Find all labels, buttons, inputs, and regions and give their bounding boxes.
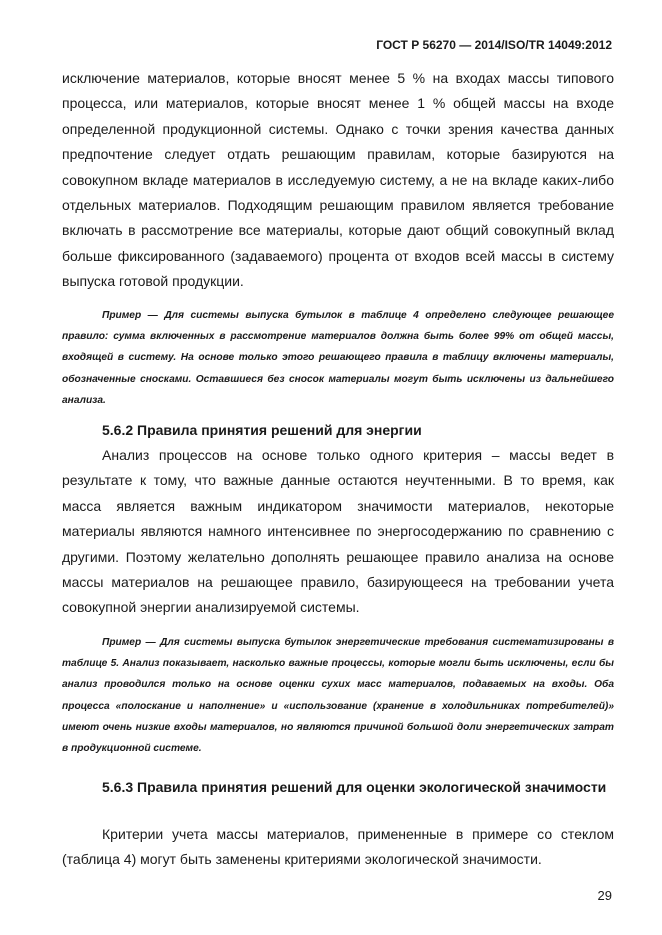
document-header: ГОСТ Р 56270 — 2014/ISO/TR 14049:2012 (376, 38, 612, 52)
paragraph-mass-criteria: исключение материалов, которые вносят менее 5 % на входах массы типового процесса, или материалов, которые вносят менее 1 % общей массы на входе определенной продукционной системы. Однако с точки зрения качества данных предпочтение следует отдать решающим правилам, которые базируются на совокупном вкладе материалов в исследуемую систему, а не на вкладе каких-либо отдельных материалов. Подходящим решающим правилом является требование включать в рассмотрение все материалы, которые дают общий совокупный вклад больше фиксированного (задаваемого) процента от входов всей массы в систему выпуска готовой продукции. (62, 70, 614, 290)
example-note-energy: Пример — Для системы выпуска бутылок энергетические требования систематизированы в таблице 5. Анализ показывает, насколько важные процессы, которые могли быть исключены, если бы анализ проводился только на основе оценки сухих масс материалов, подаваемых на входы. Оба процесса «полоскание и наполнение» и «использование (хранение в холодильниках потребителей)» имеют очень низкие входы материалов, но являются причиной большой доли энергетических затрат в продукционной системе. (62, 637, 614, 755)
page-number: 29 (597, 888, 612, 903)
section-heading-5-6-2: 5.6.2 Правила принятия решений для энергии (102, 422, 422, 438)
example-note-mass: Пример — Для системы выпуска бутылок в таблице 4 определено следующее решающее правило: сумма включенных в рассмотрение материалов должна быть более 99% от общей массы, входящей в систему. На основе только этого решающего правила в таблицу включены материалы, обозначенные сносками. Оставшиеся без сносок материалы могут быть исключены из дальнейшего анализа. (62, 310, 614, 406)
paragraph-ecological-criteria: Критерии учета массы материалов, примененные в примере со стеклом (таблица 4) могут быть заменены критериями экологической значимости. (62, 826, 614, 868)
paragraph-energy-rules: Анализ процессов на основе только одного критерия – массы ведет в результате к тому, что важные данные остаются неучтенными. В то время, как масса является важным индикатором значимости материалов, некоторые материалы являются намного интенсивнее по энергосодержанию по сравнению с другими. Поэтому желательно дополнять решающее правило анализа на основе массы материалов на решающее правило, базирующееся на требовании учета совокупной энергии анализируемой системы. (62, 447, 614, 616)
section-heading-5-6-3: 5.6.3 Правила принятия решений для оценки экологической значимости (102, 779, 607, 795)
